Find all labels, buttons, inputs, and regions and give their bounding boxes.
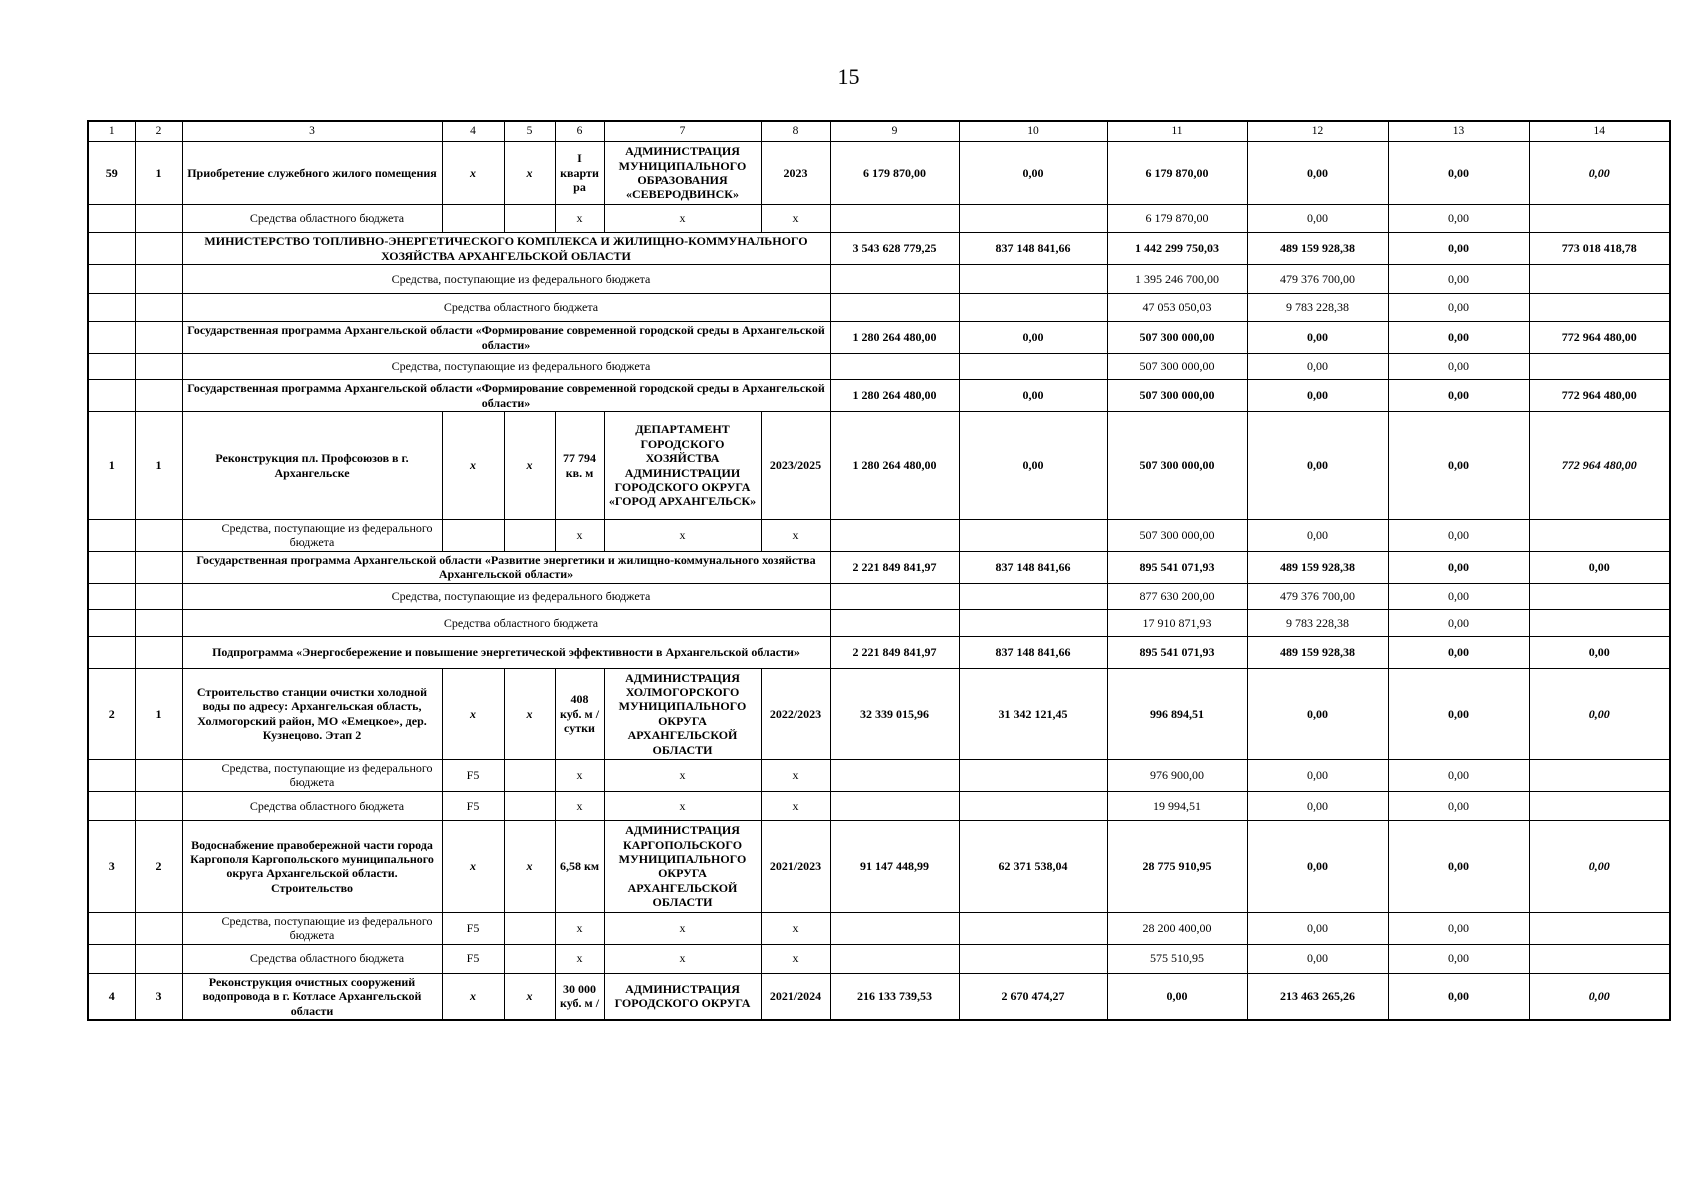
amount-col-10: 837 148 841,66 [959,636,1107,668]
capacity-cell: 408 куб. м / сутки [555,668,604,759]
amount-col-13: 0,00 [1388,791,1529,820]
empty-cell [830,294,959,322]
section-title: МИНИСТЕРСТВО ТОПЛИВНО-ЭНЕРГЕТИЧЕСКОГО КОМПЛЕКСА И ЖИЛИЩНО-КОММУНАЛЬНОГО ХОЗЯЙСТВА АРХАНГЕЛЬСКОЙ ОБЛАСТИ [182,233,830,265]
code-cell: x [442,820,504,912]
empty-cell [1529,759,1670,791]
amount-col-13: 0,00 [1388,636,1529,668]
funding-source-row [88,912,1670,944]
amount-col-11: 28 775 910,95 [1107,820,1247,912]
funding-source-label: Средства, поступающие из федерального бюджета [182,759,442,791]
column-number: 11 [1107,121,1247,142]
empty-cell [830,520,959,552]
amount-col-11: 507 300 000,00 [1107,520,1247,552]
amount-col-13: 0,00 [1388,322,1529,354]
amount-col-12: 0,00 [1247,520,1388,552]
amount-col-12: 9 783 228,38 [1247,609,1388,636]
empty-cell [1529,205,1670,233]
mark-cell: x [504,820,555,912]
code-cell: F5 [442,944,504,973]
amount-col-12: 0,00 [1247,791,1388,820]
amount-col-12: 489 159 928,38 [1247,636,1388,668]
empty-cell [88,551,135,583]
amount-col-11: 507 300 000,00 [1107,354,1247,380]
empty-cell [88,520,135,552]
amount-col-12: 0,00 [1247,668,1388,759]
code-cell: x [442,142,504,205]
mark-cell: x [504,412,555,520]
empty-cell [1529,912,1670,944]
empty-cell [504,520,555,552]
funding-source-label: Средства, поступающие из федерального бюджета [182,912,442,944]
period-cell: x [761,520,830,552]
empty-cell [830,583,959,609]
amount-col-11: 895 541 071,93 [1107,551,1247,583]
empty-cell [88,205,135,233]
amount-col-9: 2 221 849 841,97 [830,551,959,583]
sub-number: 2 [135,820,182,912]
empty-cell [88,380,135,412]
period-cell: x [761,205,830,233]
object-row [88,142,1670,205]
capacity-cell: x [555,205,604,233]
amount-col-12: 0,00 [1247,354,1388,380]
amount-col-12: 0,00 [1247,944,1388,973]
amount-col-13: 0,00 [1388,912,1529,944]
section-title: Государственная программа Архангельской области «Формирование современной городской среды в Архангельской области» [182,380,830,412]
empty-cell [88,354,135,380]
funding-source-row [88,205,1670,233]
amount-col-9: 32 339 015,96 [830,668,959,759]
amount-col-11: 996 894,51 [1107,668,1247,759]
column-number: 5 [504,121,555,142]
code-cell: F5 [442,912,504,944]
executor-cell: АДМИНИСТРАЦИЯ МУНИЦИПАЛЬНОГО ОБРАЗОВАНИЯ «СЕВЕРОДВИНСК» [604,142,761,205]
amount-col-9: 91 147 448,99 [830,820,959,912]
funding-source-label: Средства областного бюджета [182,205,442,233]
code-cell: F5 [442,791,504,820]
executor-cell: x [604,791,761,820]
empty-cell [959,609,1107,636]
sub-number: 1 [135,412,182,520]
amount-col-11: 507 300 000,00 [1107,322,1247,354]
empty-cell [830,791,959,820]
empty-cell [959,583,1107,609]
empty-cell [88,233,135,265]
empty-cell [135,583,182,609]
budget-table-body [88,121,1670,1020]
amount-col-9: 3 543 628 779,25 [830,233,959,265]
amount-col-10: 837 148 841,66 [959,551,1107,583]
empty-cell [959,265,1107,294]
object-row [88,973,1670,1020]
amount-col-13: 0,00 [1388,551,1529,583]
object-name: Водоснабжение правобережной части города Каргополя Каргопольского муниципального округа Архангельской области. Строительство [182,820,442,912]
empty-cell [135,912,182,944]
empty-cell [135,294,182,322]
amount-col-11: 28 200 400,00 [1107,912,1247,944]
executor-cell: x [604,944,761,973]
amount-col-13: 0,00 [1388,759,1529,791]
empty-cell [88,912,135,944]
empty-cell [959,520,1107,552]
amount-col-11: 575 510,95 [1107,944,1247,973]
funding-source-row [88,294,1670,322]
capacity-cell: x [555,759,604,791]
funding-source-label: Средства, поступающие из федерального бюджета [182,520,442,552]
amount-col-10: 2 670 474,27 [959,973,1107,1020]
sub-number: 1 [135,142,182,205]
empty-cell [135,380,182,412]
empty-cell [135,759,182,791]
empty-cell [959,294,1107,322]
amount-col-14: 772 964 480,00 [1529,322,1670,354]
column-number: 13 [1388,121,1529,142]
sub-number: 1 [135,668,182,759]
section-total-row [88,322,1670,354]
amount-col-12: 0,00 [1247,380,1388,412]
funding-source-label: Средства областного бюджета [182,294,830,322]
amount-col-11: 895 541 071,93 [1107,636,1247,668]
object-name: Реконструкция очистных сооружений водопровода в г. Котласе Архангельской области [182,973,442,1020]
empty-cell [959,791,1107,820]
amount-col-11: 6 179 870,00 [1107,142,1247,205]
empty-cell [830,912,959,944]
amount-col-13: 0,00 [1388,142,1529,205]
object-row [88,412,1670,520]
amount-col-13: 0,00 [1388,380,1529,412]
period-cell: 2021/2024 [761,973,830,1020]
object-row [88,668,1670,759]
period-cell: 2023/2025 [761,412,830,520]
executor-cell: ДЕПАРТАМЕНТ ГОРОДСКОГО ХОЗЯЙСТВА АДМИНИСТРАЦИИ ГОРОДСКОГО ОКРУГА «ГОРОД АРХАНГЕЛЬСК» [604,412,761,520]
amount-col-11: 0,00 [1107,973,1247,1020]
funding-source-row [88,520,1670,552]
empty-cell [135,233,182,265]
amount-col-13: 0,00 [1388,609,1529,636]
capacity-cell: x [555,520,604,552]
amount-col-14: 0,00 [1529,142,1670,205]
executor-cell: x [604,759,761,791]
funding-source-label: Средства, поступающие из федерального бюджета [182,265,830,294]
empty-cell [959,912,1107,944]
code-cell: F5 [442,759,504,791]
empty-cell [88,791,135,820]
mark-cell: x [504,668,555,759]
amount-col-9: 1 280 264 480,00 [830,322,959,354]
mark-cell: x [504,973,555,1020]
amount-col-9: 1 280 264 480,00 [830,380,959,412]
amount-col-12: 9 783 228,38 [1247,294,1388,322]
amount-col-13: 0,00 [1388,412,1529,520]
amount-col-12: 213 463 265,26 [1247,973,1388,1020]
empty-cell [1529,944,1670,973]
amount-col-14: 0,00 [1529,973,1670,1020]
row-number: 4 [88,973,135,1020]
empty-cell [135,551,182,583]
amount-col-13: 0,00 [1388,944,1529,973]
period-cell: 2021/2023 [761,820,830,912]
amount-col-14: 0,00 [1529,551,1670,583]
period-cell: x [761,759,830,791]
empty-cell [1529,583,1670,609]
amount-col-11: 47 053 050,03 [1107,294,1247,322]
amount-col-12: 0,00 [1247,205,1388,233]
column-number: 14 [1529,121,1670,142]
empty-cell [135,944,182,973]
empty-cell [504,944,555,973]
column-number: 1 [88,121,135,142]
empty-cell [135,636,182,668]
empty-cell [959,354,1107,380]
empty-cell [1529,294,1670,322]
empty-cell [135,354,182,380]
capacity-cell: x [555,791,604,820]
amount-col-14: 772 964 480,00 [1529,380,1670,412]
amount-col-11: 1 442 299 750,03 [1107,233,1247,265]
code-cell [442,520,504,552]
amount-col-14: 773 018 418,78 [1529,233,1670,265]
executor-cell: x [604,520,761,552]
column-number: 8 [761,121,830,142]
empty-cell [1529,791,1670,820]
code-cell: x [442,973,504,1020]
section-title: Подпрограмма «Энергосбережение и повышение энергетической эффективности в Архангельской области» [182,636,830,668]
amount-col-12: 489 159 928,38 [1247,233,1388,265]
section-title: Государственная программа Архангельской области «Формирование современной городской среды в Архангельской области» [182,322,830,354]
amount-col-13: 0,00 [1388,205,1529,233]
amount-col-13: 0,00 [1388,668,1529,759]
empty-cell [135,791,182,820]
empty-cell [504,791,555,820]
executor-cell: АДМИНИСТРАЦИЯ ХОЛМОГОРСКОГО МУНИЦИПАЛЬНОГО ОКРУГА АРХАНГЕЛЬСКОЙ ОБЛАСТИ [604,668,761,759]
empty-cell [504,759,555,791]
empty-cell [88,583,135,609]
object-name: Реконструкция пл. Профсоюзов в г. Архангельске [182,412,442,520]
empty-cell [830,265,959,294]
amount-col-11: 19 994,51 [1107,791,1247,820]
funding-source-row [88,944,1670,973]
row-number: 3 [88,820,135,912]
section-total-row [88,233,1670,265]
capacity-cell: x [555,944,604,973]
amount-col-9: 1 280 264 480,00 [830,412,959,520]
empty-cell [830,759,959,791]
empty-cell [959,205,1107,233]
empty-cell [1529,354,1670,380]
capacity-cell: x [555,912,604,944]
amount-col-11: 1 395 246 700,00 [1107,265,1247,294]
executor-cell: x [604,912,761,944]
empty-cell [88,636,135,668]
section-title: Государственная программа Архангельской области «Развитие энергетики и жилищно-коммунального хозяйства Архангельской области» [182,551,830,583]
empty-cell [504,912,555,944]
empty-cell [135,322,182,354]
empty-cell [504,205,555,233]
empty-cell [135,205,182,233]
column-number: 6 [555,121,604,142]
amount-col-14: 0,00 [1529,636,1670,668]
budget-table [87,120,1671,1021]
amount-col-14: 772 964 480,00 [1529,412,1670,520]
amount-col-13: 0,00 [1388,233,1529,265]
funding-source-label: Средства, поступающие из федерального бюджета [182,354,830,380]
column-number: 12 [1247,121,1388,142]
section-total-row [88,380,1670,412]
funding-source-label: Средства, поступающие из федерального бюджета [182,583,830,609]
amount-col-13: 0,00 [1388,973,1529,1020]
mark-cell: x [504,142,555,205]
object-name: Строительство станции очистки холодной воды по адресу: Архангельская область, Холмогорский район, МО «Емецкое», дер. Кузнецово. Этап 2 [182,668,442,759]
executor-cell: АДМИНИСТРАЦИЯ КАРГОПОЛЬСКОГО МУНИЦИПАЛЬНОГО ОКРУГА АРХАНГЕЛЬСКОЙ ОБЛАСТИ [604,820,761,912]
amount-col-9: 6 179 870,00 [830,142,959,205]
funding-source-label: Средства областного бюджета [182,791,442,820]
amount-col-9: 216 133 739,53 [830,973,959,1020]
page-number: 15 [837,64,860,89]
object-row [88,820,1670,912]
amount-col-13: 0,00 [1388,354,1529,380]
amount-col-12: 0,00 [1247,820,1388,912]
column-number: 10 [959,121,1107,142]
funding-source-row [88,759,1670,791]
amount-col-9: 2 221 849 841,97 [830,636,959,668]
object-name: Приобретение служебного жилого помещения [182,142,442,205]
capacity-cell: 30 000 куб. м / [555,973,604,1020]
funding-source-label: Средства областного бюджета [182,609,830,636]
amount-col-10: 0,00 [959,322,1107,354]
empty-cell [88,759,135,791]
amount-col-12: 0,00 [1247,912,1388,944]
capacity-cell: 6,58 км [555,820,604,912]
amount-col-14: 0,00 [1529,668,1670,759]
empty-cell [88,944,135,973]
column-number: 7 [604,121,761,142]
amount-col-13: 0,00 [1388,820,1529,912]
amount-col-10: 0,00 [959,412,1107,520]
empty-cell [135,265,182,294]
row-number: 1 [88,412,135,520]
amount-col-11: 877 630 200,00 [1107,583,1247,609]
executor-cell: АДМИНИСТРАЦИЯ ГОРОДСКОГО ОКРУГА [604,973,761,1020]
column-number: 4 [442,121,504,142]
funding-source-row [88,265,1670,294]
amount-col-13: 0,00 [1388,583,1529,609]
capacity-cell: 77 794 кв. м [555,412,604,520]
funding-source-label: Средства областного бюджета [182,944,442,973]
executor-cell: x [604,205,761,233]
empty-cell [1529,265,1670,294]
period-cell: 2022/2023 [761,668,830,759]
empty-cell [135,520,182,552]
code-cell [442,205,504,233]
column-number: 3 [182,121,442,142]
amount-col-11: 17 910 871,93 [1107,609,1247,636]
row-number: 2 [88,668,135,759]
funding-source-row [88,609,1670,636]
empty-cell [88,609,135,636]
code-cell: x [442,668,504,759]
empty-cell [959,944,1107,973]
amount-col-12: 479 376 700,00 [1247,265,1388,294]
empty-cell [959,759,1107,791]
amount-col-10: 837 148 841,66 [959,233,1107,265]
amount-col-10: 62 371 538,04 [959,820,1107,912]
amount-col-12: 0,00 [1247,142,1388,205]
period-cell: x [761,944,830,973]
empty-cell [88,265,135,294]
row-number: 59 [88,142,135,205]
column-number: 2 [135,121,182,142]
amount-col-10: 0,00 [959,380,1107,412]
empty-cell [830,944,959,973]
amount-col-14: 0,00 [1529,820,1670,912]
amount-col-13: 0,00 [1388,294,1529,322]
amount-col-11: 6 179 870,00 [1107,205,1247,233]
period-cell: x [761,791,830,820]
amount-col-10: 31 342 121,45 [959,668,1107,759]
amount-col-13: 0,00 [1388,265,1529,294]
empty-cell [830,609,959,636]
empty-cell [88,322,135,354]
amount-col-11: 507 300 000,00 [1107,380,1247,412]
amount-col-11: 976 900,00 [1107,759,1247,791]
empty-cell [135,609,182,636]
amount-col-10: 0,00 [959,142,1107,205]
column-number-row [88,121,1670,142]
amount-col-12: 0,00 [1247,412,1388,520]
amount-col-12: 0,00 [1247,759,1388,791]
capacity-cell: I квартира [555,142,604,205]
empty-cell [1529,520,1670,552]
funding-source-row [88,354,1670,380]
amount-col-11: 507 300 000,00 [1107,412,1247,520]
amount-col-12: 479 376 700,00 [1247,583,1388,609]
period-cell: 2023 [761,142,830,205]
section-total-row [88,551,1670,583]
empty-cell [830,205,959,233]
empty-cell [830,354,959,380]
amount-col-12: 0,00 [1247,322,1388,354]
period-cell: x [761,912,830,944]
code-cell: x [442,412,504,520]
empty-cell [88,294,135,322]
column-number: 9 [830,121,959,142]
sub-number: 3 [135,973,182,1020]
amount-col-12: 489 159 928,38 [1247,551,1388,583]
section-total-row [88,636,1670,668]
amount-col-13: 0,00 [1388,520,1529,552]
funding-source-row [88,791,1670,820]
empty-cell [1529,609,1670,636]
funding-source-row [88,583,1670,609]
